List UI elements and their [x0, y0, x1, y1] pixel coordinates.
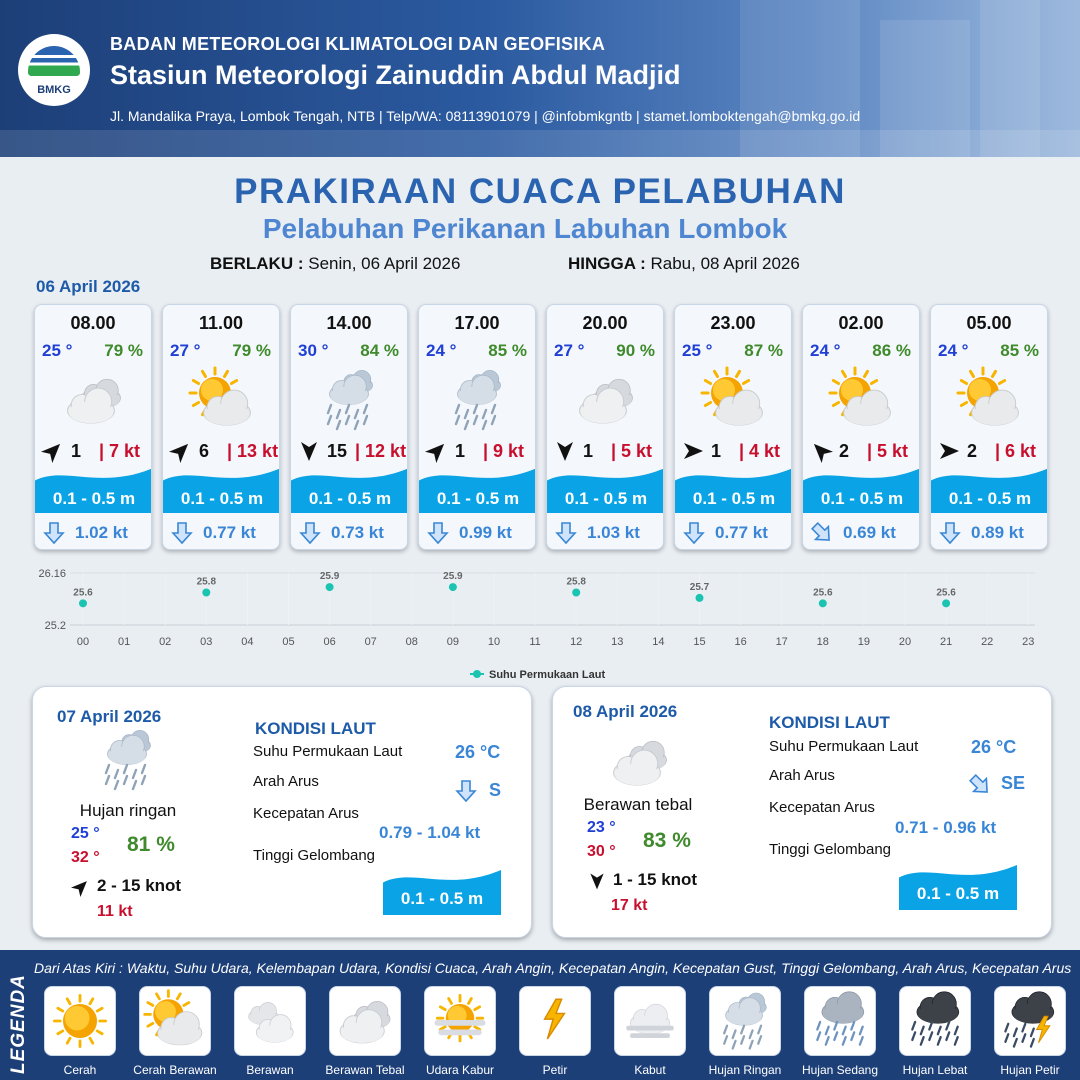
slot-time: 14.00	[326, 313, 372, 333]
panel-wave-height: 0.1 - 0.5 m	[916, 884, 1000, 903]
slot-temperature: 24 °	[938, 341, 969, 360]
slot-current-speed: 1.02 kt	[75, 523, 128, 542]
slot-current	[171, 521, 280, 547]
x-tick-label: 23	[1022, 636, 1035, 648]
slot-humidity: 87 %	[744, 341, 783, 360]
slot-wave-height: 0.1 - 0.5 m	[436, 489, 520, 508]
slot-gust: | 5 kt	[867, 441, 909, 461]
slot-time: 11.00	[198, 313, 244, 333]
wind-direction-icon	[809, 439, 833, 463]
berawan-icon	[234, 986, 306, 1056]
slot-wave-height: 0.1 - 0.5 m	[948, 489, 1032, 508]
valid-to-value: Rabu, 08 April 2026	[650, 254, 800, 273]
current-speed-value: 0.79 - 1.04 kt	[379, 823, 481, 842]
x-tick-label: 02	[159, 636, 172, 648]
x-tick-label: 07	[364, 636, 377, 648]
x-tick-label: 06	[323, 636, 336, 648]
x-tick-label: 12	[570, 636, 583, 648]
current-direction-icon	[555, 521, 577, 545]
slot-time: 05.00	[966, 313, 1012, 333]
slot-gust: | 6 kt	[995, 441, 1037, 461]
legend-item-label: Berawan Tebal	[325, 1063, 405, 1077]
slot-wave-height: 0.1 - 0.5 m	[564, 489, 648, 508]
legend-item-label: Petir	[542, 1063, 568, 1077]
sst-point	[202, 589, 210, 597]
sst-value-label: 25.6	[813, 587, 833, 599]
slot-gust: | 13 kt	[227, 441, 279, 461]
slot-humidity: 79 %	[232, 341, 271, 360]
berawan-tebal-icon	[329, 986, 401, 1056]
cerah-berawan-icon	[139, 986, 211, 1056]
sst-value-label: 25.7	[689, 581, 710, 593]
current-direction-label: Arah Arus	[253, 773, 319, 790]
current-direction-value: S	[489, 780, 502, 800]
wind-direction-icon	[169, 439, 193, 463]
valid-from-label: BERLAKU :	[210, 254, 304, 273]
page-subtitle: Pelabuhan Perikanan Labuhan Lombok	[262, 213, 788, 244]
wave-height-label: Tinggi Gelombang	[253, 847, 376, 864]
panel-temp-min: 23 °	[587, 819, 616, 836]
valid-from-value: Senin, 06 April 2026	[308, 254, 461, 273]
panel-gust: 17 kt	[611, 897, 648, 914]
slot-wave-height: 0.1 - 0.5 m	[308, 489, 392, 508]
day2-panel	[32, 686, 532, 938]
panel-condition: Berawan tebal	[583, 795, 693, 814]
slot-gust: | 4 kt	[739, 441, 781, 461]
slot-temperature: 25 °	[42, 341, 73, 360]
sst-point	[572, 589, 580, 597]
slot-current	[427, 521, 536, 547]
legend-item-label: Cerah	[63, 1063, 97, 1077]
valid-to	[568, 254, 800, 274]
sst-value-label: 25.9	[443, 571, 463, 583]
slot-temperature: 27 °	[170, 341, 201, 360]
slot-current-speed: 0.69 kt	[843, 523, 896, 542]
x-tick-label: 14	[652, 636, 665, 648]
legend-item-label: Hujan Ringan	[708, 1063, 782, 1077]
slot-time: 23.00	[710, 313, 756, 333]
slot-wind-speed: 2	[839, 441, 850, 461]
sst-value-label: 25.8	[566, 576, 586, 588]
current-direction-label: Arah Arus	[769, 767, 835, 784]
slot-wind-speed: 1	[711, 441, 722, 461]
sst-label: Suhu Permukaan Laut	[769, 738, 919, 755]
legend-marker	[473, 670, 481, 678]
x-tick-label: 16	[734, 636, 747, 648]
berawan-tebal-icon	[57, 365, 131, 435]
x-tick-label: 17	[775, 636, 788, 648]
slot-current-speed: 0.99 kt	[459, 523, 512, 542]
x-tick-label: 22	[981, 636, 994, 648]
forecast-card	[674, 304, 792, 550]
x-tick-label: 21	[939, 636, 953, 648]
logo-text: BMKG	[37, 84, 71, 96]
petir-icon	[519, 986, 591, 1056]
slot-current	[299, 521, 408, 547]
x-tick-label: 18	[816, 636, 829, 648]
kondisi-laut-title: KONDISI LAUT	[769, 713, 890, 732]
legend-description: Dari Atas Kiri : Waktu, Suhu Udara, Kelembapan Udara, Kondisi Cuaca, Arah Angin, Kecepatan Angin, Kecepatan Gust, Tinggi Gelombang, Arah Arus, Kecepatan Arus	[34, 960, 1072, 976]
sst-label: Suhu Permukaan Laut	[253, 743, 403, 760]
current-direction-icon	[683, 521, 705, 545]
slot-current	[555, 521, 664, 547]
x-tick-label: 09	[446, 636, 460, 648]
forecast-card	[546, 304, 664, 550]
panel-condition: Hujan ringan	[79, 801, 177, 820]
x-tick-label: 01	[117, 636, 131, 648]
panel-gust: 11 kt	[97, 903, 133, 920]
wind-direction-icon	[587, 871, 607, 891]
legend-item-label: Cerah Berawan	[133, 1063, 217, 1077]
current-direction-icon	[299, 521, 321, 545]
hujan-sedang-icon	[804, 986, 876, 1056]
kondisi-laut-title: KONDISI LAUT	[255, 719, 376, 738]
sst-point	[696, 594, 704, 602]
panel-date: 08 April 2026	[573, 702, 678, 721]
panel-wind: 1 - 15 knot	[613, 870, 698, 889]
sst-value-label: 25.6	[73, 587, 93, 599]
panel-wave-height: 0.1 - 0.5 m	[400, 889, 484, 908]
legend-bar	[0, 950, 1080, 1080]
slot-current-speed: 0.89 kt	[971, 523, 1024, 542]
cerah-berawan-icon	[697, 365, 771, 435]
bmkg-logo	[18, 34, 90, 106]
legend-series-name: Suhu Permukaan Laut	[489, 669, 606, 681]
slot-gust: | 5 kt	[611, 441, 653, 461]
slot-current-speed: 1.03 kt	[587, 523, 640, 542]
slot-humidity: 85 %	[1000, 341, 1039, 360]
legend-item-label: Hujan Lebat	[902, 1063, 968, 1077]
current-direction-icon	[171, 521, 193, 545]
legend-side-label: LEGENDA	[8, 974, 29, 1074]
wind-direction-icon	[71, 877, 91, 897]
slot-time: 17.00	[454, 313, 500, 333]
sst-value: 26 °C	[971, 737, 1017, 757]
x-tick-label: 20	[898, 636, 912, 648]
legend-item-label: Hujan Petir	[1000, 1063, 1060, 1077]
hujan-ringan-icon	[709, 986, 781, 1056]
forecast-card	[162, 304, 280, 550]
legend-side	[2, 960, 32, 1080]
forecast-card	[418, 304, 536, 550]
legend-item-label: Hujan Sedang	[801, 1063, 879, 1077]
slot-humidity: 86 %	[872, 341, 911, 360]
slot-temperature: 30 °	[298, 341, 329, 360]
slot-humidity: 79 %	[104, 341, 143, 360]
wave-height-label: Tinggi Gelombang	[769, 841, 892, 858]
day1-date: 06 April 2026	[36, 277, 141, 296]
wind-direction-icon	[553, 439, 577, 463]
panel-temp-max: 32 °	[71, 849, 100, 866]
panel-date: 07 April 2026	[57, 707, 162, 726]
page-title: PRAKIRAAN CUACA PELABUHAN	[234, 172, 846, 211]
slot-wind-speed: 15	[327, 441, 348, 461]
slot-wind-speed: 1	[71, 441, 82, 461]
x-tick-label: 00	[76, 636, 90, 648]
slot-wave-height: 0.1 - 0.5 m	[180, 489, 264, 508]
x-tick-label: 05	[282, 636, 295, 648]
slot-temperature: 24 °	[426, 341, 457, 360]
slot-wind-speed: 1	[455, 441, 466, 461]
panel-temp-max: 30 °	[587, 843, 616, 860]
hujan-petir-icon	[994, 986, 1066, 1056]
forecast-card	[802, 304, 920, 550]
sst-value-label: 25.9	[319, 571, 340, 583]
slot-temperature: 24 °	[810, 341, 841, 360]
slot-current-speed: 0.77 kt	[715, 523, 768, 542]
slot-wave-height: 0.1 - 0.5 m	[820, 489, 904, 508]
panel-humidity: 83 %	[643, 829, 691, 852]
x-tick-label: 11	[529, 636, 541, 648]
wind-direction-icon	[425, 439, 449, 463]
slot-time: 08.00	[70, 313, 116, 333]
slot-wind	[681, 439, 791, 465]
slot-temperature: 27 °	[554, 341, 585, 360]
x-tick-label: 04	[241, 636, 254, 648]
current-direction-icon	[455, 779, 477, 808]
sst-point	[819, 599, 827, 607]
valid-from	[210, 254, 460, 274]
sst-point	[449, 583, 457, 591]
slot-wind-speed: 1	[583, 441, 594, 461]
slot-time: 20.00	[582, 313, 628, 333]
valid-to-label: HINGGA :	[568, 254, 646, 273]
header-banner	[0, 0, 1080, 157]
current-direction-icon	[43, 521, 65, 545]
sst-value: 26 °C	[455, 742, 501, 762]
wind-direction-icon	[681, 439, 705, 463]
wind-direction-icon	[41, 439, 65, 463]
x-tick-label: 15	[693, 636, 706, 648]
slot-wind	[553, 439, 663, 465]
cerah-icon	[44, 986, 116, 1056]
slot-wave-height: 0.1 - 0.5 m	[692, 489, 776, 508]
sst-value-label: 25.8	[196, 576, 217, 588]
udara-kabur-icon	[424, 986, 496, 1056]
y-tick-label: 26.16	[38, 568, 66, 580]
forecast-card	[290, 304, 408, 550]
panel-humidity: 81 %	[127, 833, 175, 856]
slot-humidity: 84 %	[360, 341, 399, 360]
slot-current-speed: 0.77 kt	[203, 523, 256, 542]
current-direction-value: SE	[1001, 773, 1026, 793]
x-tick-label: 19	[857, 636, 871, 648]
current-speed-label: Kecepatan Arus	[769, 799, 875, 816]
slot-wind-speed: 2	[967, 441, 978, 461]
hujan-lebat-icon	[899, 986, 971, 1056]
current-speed-label: Kecepatan Arus	[253, 805, 359, 822]
slot-gust: | 12 kt	[355, 441, 407, 461]
kabut-icon	[614, 986, 686, 1056]
slot-wind	[425, 439, 535, 465]
cerah-berawan-icon	[953, 365, 1027, 435]
legend-item-label: Udara Kabur	[425, 1063, 495, 1077]
slot-wind	[809, 439, 919, 465]
slot-current	[683, 521, 792, 547]
legend-item-label: Berawan	[246, 1063, 294, 1077]
y-tick-label: 25.2	[44, 620, 66, 632]
legend-item-label: Kabut	[634, 1063, 666, 1077]
sst-point	[326, 583, 334, 591]
slot-humidity: 85 %	[488, 341, 527, 360]
slot-current	[939, 521, 1048, 547]
station-name: Stasiun Meteorologi Zainuddin Abdul Madjid	[110, 60, 681, 90]
forecast-card	[34, 304, 152, 550]
slot-current-speed: 0.73 kt	[331, 523, 384, 542]
agency-name: BADAN METEOROLOGI KLIMATOLOGI DAN GEOFISIKA	[110, 34, 606, 54]
wind-direction-icon	[937, 439, 961, 463]
forecast-card	[930, 304, 1048, 550]
hujan-ringan-icon	[91, 725, 165, 795]
current-direction-icon	[969, 773, 991, 802]
slot-wind	[169, 439, 279, 465]
sst-point	[79, 599, 87, 607]
slot-current	[43, 521, 152, 547]
cerah-berawan-icon	[185, 365, 259, 435]
current-direction-icon	[427, 521, 449, 545]
sst-point	[942, 599, 950, 607]
x-tick-label: 08	[405, 636, 418, 648]
slot-gust: | 7 kt	[99, 441, 141, 461]
cerah-berawan-icon	[825, 365, 899, 435]
panel-temp-min: 25 °	[71, 825, 100, 842]
slot-humidity: 90 %	[616, 341, 655, 360]
berawan-tebal-icon	[603, 727, 677, 797]
slot-gust: | 9 kt	[483, 441, 525, 461]
slot-wind	[41, 439, 151, 465]
berawan-tebal-icon	[569, 365, 643, 435]
current-direction-icon	[939, 521, 961, 545]
slot-wind	[297, 439, 407, 465]
wind-direction-icon	[297, 439, 321, 463]
slot-wind	[937, 439, 1047, 465]
x-tick-label: 03	[200, 636, 213, 648]
x-tick-label: 13	[611, 636, 624, 648]
panel-wind: 2 - 15 knot	[97, 876, 182, 895]
current-direction-icon	[811, 521, 833, 545]
x-tick-label: 10	[487, 636, 501, 648]
day3-panel	[552, 686, 1052, 938]
slot-wind-speed: 6	[199, 441, 210, 461]
slot-current	[811, 521, 920, 547]
sst-chart	[0, 560, 1080, 685]
sst-value-label: 25.6	[936, 587, 956, 599]
hujan-ringan-icon	[441, 365, 515, 435]
hujan-ringan-icon	[313, 365, 387, 435]
current-speed-value: 0.71 - 0.96 kt	[895, 818, 997, 837]
contact-info: Jl. Mandalika Praya, Lombok Tengah, NTB | Telp/WA: 08113901079 | @infobmkgntb | stamet.lomboktengah@bmkg.go.id	[110, 108, 861, 124]
slot-temperature: 25 °	[682, 341, 713, 360]
slot-wave-height: 0.1 - 0.5 m	[52, 489, 136, 508]
slot-time: 02.00	[838, 313, 884, 333]
